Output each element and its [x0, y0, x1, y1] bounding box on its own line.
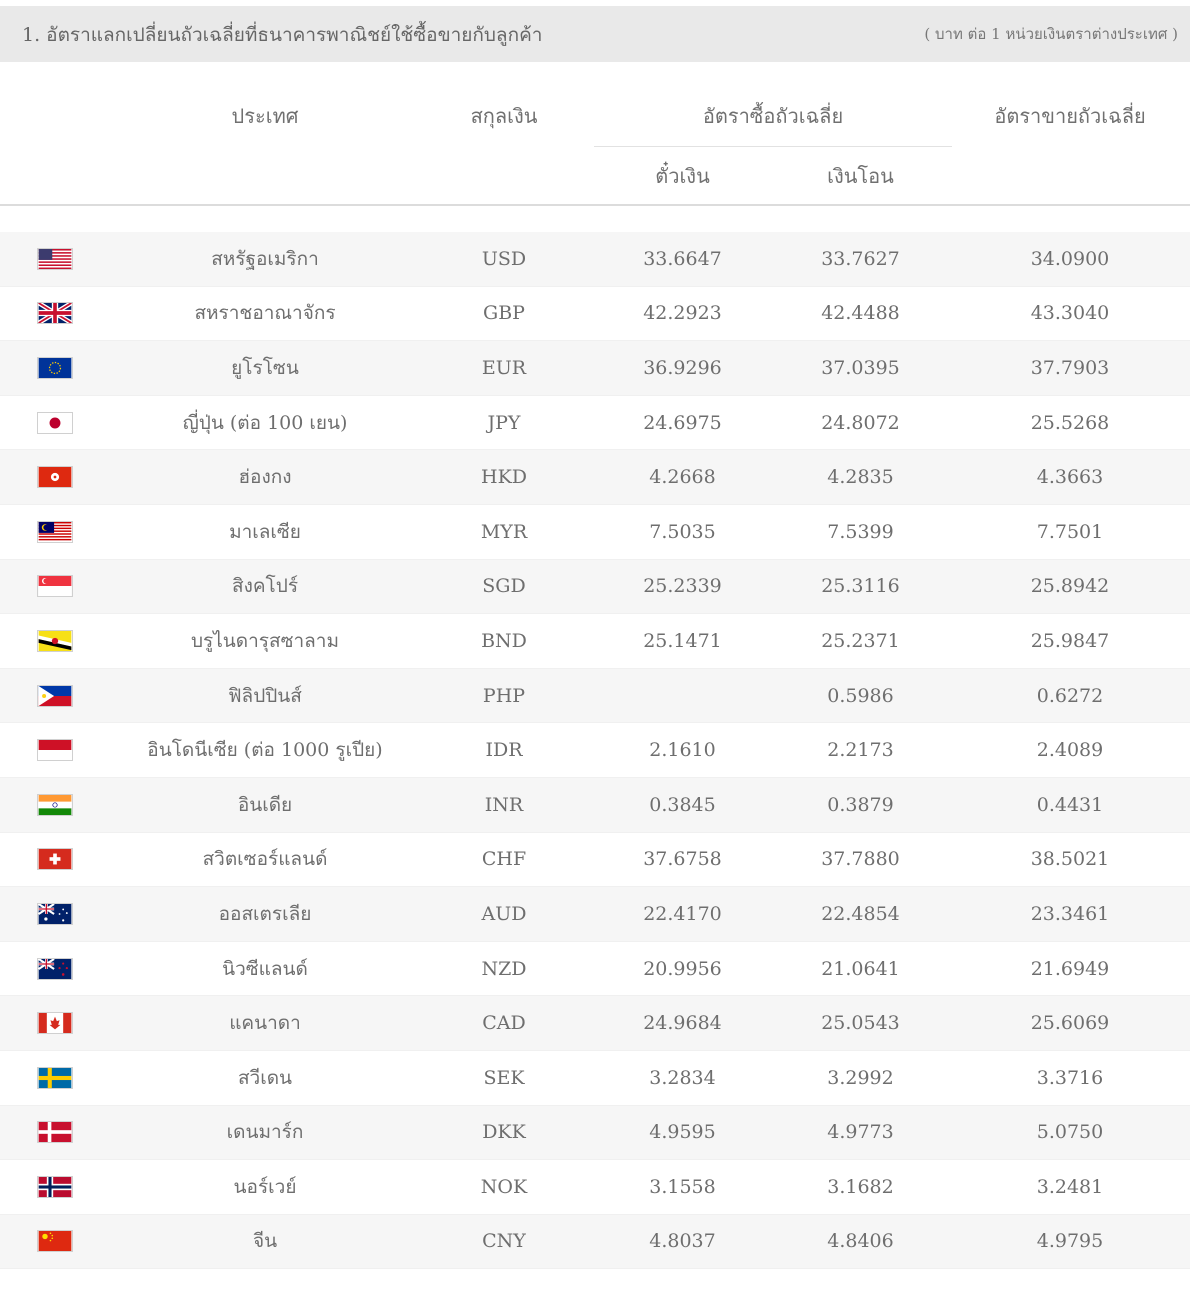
no-flag-icon	[37, 1176, 73, 1198]
flag-cell	[37, 505, 75, 559]
table-row	[0, 723, 1190, 778]
flag-cell	[37, 778, 75, 832]
buy-cash-rate: 33.6647	[643, 247, 722, 270]
buy-transfer-rate: 7.5399	[827, 520, 894, 543]
country-name: บรูไนดารุสซาลาม	[190, 629, 340, 652]
sell-rate: 25.8942	[1030, 575, 1110, 598]
table-row	[0, 614, 1190, 669]
sell-rate: 2.4089	[1036, 739, 1104, 762]
table-row	[0, 669, 1190, 724]
sell-rate: 0.4431	[1036, 793, 1104, 816]
flag-cell	[37, 887, 75, 941]
flag-cell	[37, 396, 75, 450]
unit-note: ( บาท ต่อ 1 หน่วยเงินตราต่างประเทศ )	[924, 25, 1178, 43]
flag-cell	[37, 942, 75, 996]
au-flag-icon	[37, 903, 73, 925]
buy-cash-rate: 24.6975	[643, 411, 722, 434]
cn-flag-icon	[37, 1230, 73, 1252]
flag-cell	[37, 1106, 75, 1160]
currency-code: BND	[481, 629, 527, 652]
sell-rate: 23.3461	[1030, 902, 1110, 925]
currency-code: PHP	[482, 684, 526, 707]
column-header-sell-average: อัตราขายถัวเฉลี่ย	[994, 104, 1146, 128]
table-row	[0, 887, 1190, 942]
currency-code: NOK	[480, 1175, 528, 1198]
buy-cash-rate: 7.5035	[649, 520, 716, 543]
column-header-currency: สกุลเงิน	[470, 104, 538, 128]
sell-rate: 7.7501	[1036, 520, 1104, 543]
buy-transfer-rate: 24.8072	[821, 411, 900, 434]
currency-code: CHF	[481, 848, 527, 871]
hk-flag-icon	[37, 466, 73, 488]
currency-code: IDR	[485, 739, 523, 762]
header-divider	[0, 204, 1190, 206]
sell-rate: 25.9847	[1030, 629, 1110, 652]
flag-cell	[37, 1051, 75, 1105]
my-flag-icon	[37, 521, 73, 543]
buy-transfer-rate: 3.2992	[827, 1066, 894, 1089]
buy-transfer-rate: 25.3116	[821, 575, 900, 598]
buy-transfer-rate: 4.2835	[827, 466, 894, 489]
table-row	[0, 833, 1190, 888]
table-row	[0, 1215, 1190, 1270]
country-name: อินโดนีเซีย (ต่อ 1000 รูเปีย)	[147, 739, 383, 762]
dk-flag-icon	[37, 1121, 73, 1143]
currency-code: CAD	[482, 1012, 526, 1035]
country-name: สหรัฐอเมริกา	[211, 247, 319, 270]
ph-flag-icon	[37, 685, 73, 707]
buy-cash-rate: 36.9296	[643, 356, 722, 379]
buy-transfer-rate: 0.5986	[827, 684, 894, 707]
table-row	[0, 560, 1190, 615]
buy-transfer-rate: 37.7880	[821, 848, 900, 871]
buy-transfer-rate: 3.1682	[827, 1175, 894, 1198]
sg-flag-icon	[37, 575, 73, 597]
currency-code: JPY	[487, 411, 521, 434]
country-name: ฮ่องกง	[238, 466, 292, 489]
buy-cash-rate: 42.2923	[643, 302, 722, 325]
bn-flag-icon	[37, 630, 73, 652]
table-row	[0, 942, 1190, 997]
currency-code: GBP	[483, 302, 525, 325]
buy-cash-rate: 37.6758	[643, 848, 722, 871]
column-header-cash: ตั๋วเงิน	[655, 164, 710, 188]
flag-cell	[37, 287, 75, 341]
country-name: เดนมาร์ก	[226, 1121, 304, 1144]
table-row	[0, 1160, 1190, 1215]
country-name: ญี่ปุ่น (ต่อ 100 เยน)	[182, 411, 348, 434]
flag-cell	[37, 1215, 75, 1269]
table-row	[0, 341, 1190, 396]
column-header-transfer: เงินโอน	[827, 164, 894, 188]
ca-flag-icon	[37, 1012, 73, 1034]
currency-code: NZD	[481, 957, 527, 980]
buy-cash-rate: 24.9684	[643, 1012, 722, 1035]
flag-cell	[37, 341, 75, 395]
buy-cash-rate: 0.3845	[649, 793, 716, 816]
sell-rate: 38.5021	[1030, 848, 1110, 871]
currency-code: SGD	[482, 575, 526, 598]
flag-cell	[37, 833, 75, 887]
sell-rate: 21.6949	[1030, 957, 1110, 980]
section-title: 1. อัตราแลกเปลี่ยนถัวเฉลี่ยที่ธนาคารพาณิชย์ใช้ซื้อขายกับลูกค้า	[22, 24, 543, 46]
buy-cash-rate: 2.1610	[649, 739, 716, 762]
buy-transfer-rate: 25.2371	[821, 629, 900, 652]
table-row	[0, 450, 1190, 505]
flag-cell	[37, 1160, 75, 1214]
eu-flag-icon	[37, 357, 73, 379]
table-row	[0, 996, 1190, 1051]
country-name: นอร์เวย์	[233, 1175, 297, 1198]
sell-rate: 37.7903	[1030, 356, 1110, 379]
country-name: สวิตเซอร์แลนด์	[202, 848, 328, 871]
buy-cash-rate: 4.8037	[649, 1230, 716, 1253]
country-name: ยูโรโซน	[231, 356, 299, 379]
buy-transfer-rate: 4.9773	[827, 1121, 894, 1144]
column-header-country: ประเทศ	[231, 104, 299, 128]
currency-code: AUD	[481, 902, 527, 925]
flag-cell	[37, 996, 75, 1050]
country-name: ออสเตรเลีย	[218, 902, 312, 925]
buy-transfer-rate: 42.4488	[821, 302, 900, 325]
sell-rate: 34.0900	[1030, 247, 1110, 270]
flag-cell	[37, 723, 75, 777]
buy-cash-rate	[600, 669, 765, 723]
buy-transfer-rate: 21.0641	[821, 957, 900, 980]
sell-rate: 5.0750	[1036, 1121, 1104, 1144]
currency-code: USD	[481, 247, 527, 270]
flag-cell	[37, 232, 75, 286]
buy-transfer-rate: 0.3879	[827, 793, 894, 816]
buy-cash-rate: 4.9595	[649, 1121, 716, 1144]
se-flag-icon	[37, 1067, 73, 1089]
buy-transfer-rate: 4.8406	[827, 1230, 894, 1253]
rates-table-body	[0, 232, 1190, 1269]
country-name: มาเลเซีย	[229, 520, 301, 543]
ch-flag-icon	[37, 848, 73, 870]
flag-cell	[37, 560, 75, 614]
table-row	[0, 287, 1190, 342]
buy-cash-rate: 4.2668	[649, 466, 716, 489]
currency-code: SEK	[483, 1066, 525, 1089]
buy-cash-rate: 22.4170	[643, 902, 722, 925]
currency-code: CNY	[482, 1230, 526, 1253]
us-flag-icon	[37, 248, 73, 270]
country-name: จีน	[252, 1230, 278, 1253]
flag-cell	[37, 669, 75, 723]
sell-rate: 0.6272	[1036, 684, 1104, 707]
section-title-bar	[0, 6, 1190, 62]
nz-flag-icon	[37, 958, 73, 980]
country-name: นิวซีแลนด์	[222, 957, 308, 980]
sell-rate: 3.2481	[1036, 1175, 1104, 1198]
buy-cash-rate: 25.2339	[643, 575, 722, 598]
buy-transfer-rate: 37.0395	[821, 356, 900, 379]
sell-rate: 25.6069	[1030, 1012, 1110, 1035]
country-name: แคนาดา	[229, 1012, 301, 1035]
table-row	[0, 1106, 1190, 1161]
currency-code: HKD	[481, 466, 527, 489]
sell-rate: 4.3663	[1036, 466, 1104, 489]
flag-cell	[37, 450, 75, 504]
gb-flag-icon	[37, 302, 73, 324]
header-subdivider	[594, 146, 952, 147]
buy-cash-rate: 3.1558	[649, 1175, 716, 1198]
currency-code: MYR	[480, 520, 528, 543]
buy-cash-rate: 3.2834	[649, 1066, 716, 1089]
buy-transfer-rate: 22.4854	[821, 902, 900, 925]
table-row	[0, 778, 1190, 833]
country-name: สวีเดน	[237, 1066, 293, 1089]
country-name: สิงคโปร์	[231, 575, 299, 598]
buy-transfer-rate: 2.2173	[827, 739, 894, 762]
sell-rate: 43.3040	[1030, 302, 1110, 325]
country-name: สหราชอาณาจักร	[194, 302, 336, 325]
buy-cash-rate: 25.1471	[643, 629, 722, 652]
table-row	[0, 1051, 1190, 1106]
currency-code: DKK	[482, 1121, 526, 1144]
table-row	[0, 396, 1190, 451]
currency-code: EUR	[481, 356, 527, 379]
table-row	[0, 232, 1190, 287]
column-header-buy-average: อัตราซื้อถัวเฉลี่ย	[702, 104, 844, 128]
id-flag-icon	[37, 739, 73, 761]
buy-cash-rate: 20.9956	[643, 957, 722, 980]
sell-rate: 25.5268	[1030, 411, 1110, 434]
sell-rate: 3.3716	[1036, 1066, 1104, 1089]
sell-rate: 4.9795	[1036, 1230, 1104, 1253]
currency-code: INR	[484, 793, 524, 816]
buy-transfer-rate: 25.0543	[821, 1012, 900, 1035]
buy-transfer-rate: 33.7627	[821, 247, 900, 270]
country-name: ฟิลิปปินส์	[228, 684, 302, 707]
table-row	[0, 505, 1190, 560]
country-name: อินเดีย	[237, 793, 293, 816]
flag-cell	[37, 614, 75, 668]
jp-flag-icon	[37, 412, 73, 434]
in-flag-icon	[37, 794, 73, 816]
